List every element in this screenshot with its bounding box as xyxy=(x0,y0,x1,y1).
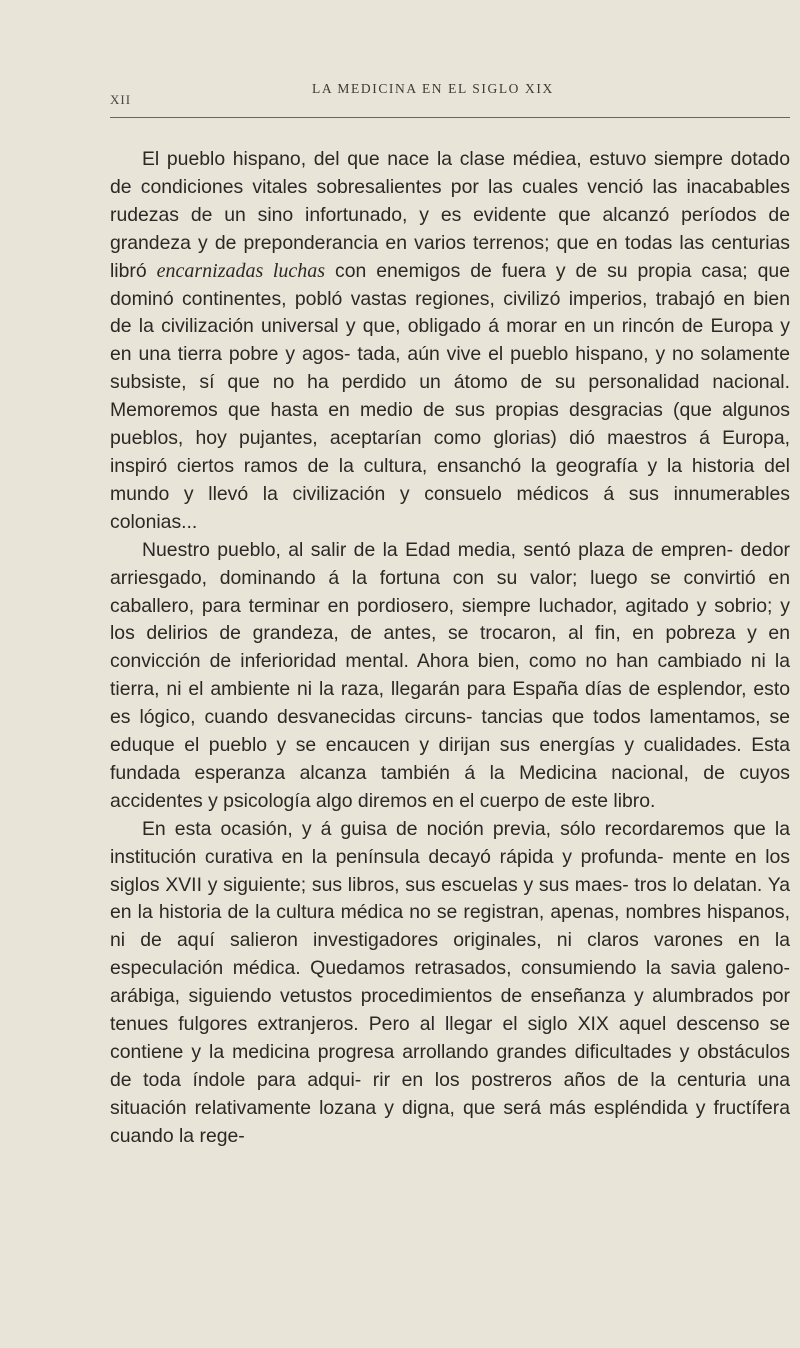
paragraph-1-start: El pueblo hispano, del que nace la clase médiea, estuvo siempre dotado de condiciones vitales sobresalientes por las cuales venció las inacabables rudezas de un sino infortunado, y es evidente que alcanzó períodos de grandeza y de preponderancia en varios terrenos; que en todas las centurias libró xyxy=(110,148,790,282)
header-rule xyxy=(110,117,790,118)
running-head: LA MEDICINA EN EL SIGLO XIX xyxy=(312,81,554,96)
paragraph-1 xyxy=(110,146,790,537)
body-text xyxy=(110,146,790,1151)
paragraph-2: Nuestro pueblo, al salir de la Edad media, sentó plaza de empren- dedor arriesgado, dominando á la fortuna con su valor; luego se convirtió en caballero, para terminar en pordiosero, siempre luchador, agitado y sobrio; y los delirios de grandeza, de antes, se trocaron, al fin, en pobreza y en convicción de inferioridad mental. Ahora bien, como no han cambiado ni la tierra, ni el ambiente ni la raza, llegarán para España días de esplendor, esto es lógico, cuando desvanecidas circuns- tancias que todos lamentamos, se eduque el pueblo y se encaucen y dirijan sus energías y cualidades. Esta fundada esperanza alcanza también á la Medicina nacional, de cuyos accidentes y psicología algo diremos en el cuerpo de este libro. xyxy=(110,538,790,812)
paragraph-3: En esta ocasión, y á guisa de noción previa, sólo recordaremos que la institución curativa en la península decayó rápida y profunda- mente en los siglos XVII y siguiente; sus libros, sus escuelas y sus maes- tros lo delatan. Ya en la historia de la cultura médica no se registran, apenas, nombres hispanos, ni de aquí salieron investigadores originales, ni claros varones en la especulación médica. Quedamos retrasados, consumiendo la savia galeno-arábiga, siguiendo vetustos procedimientos de enseñanza y alumbrados por tenues fulgores extranjeros. Pero al llegar el siglo XIX aquel descenso se contiene y la medicina progresa arrollando grandes dificultades y obstáculos de toda índole para adqui- rir en los postreros años de la centuria una situación relativamente lozana y digna, que será más espléndida y fructífera cuando la rege- xyxy=(110,817,790,1147)
italic-phrase: encarnizadas luchas xyxy=(156,259,326,282)
page-number: XII xyxy=(110,92,132,107)
paragraph-1-end: con enemigos de fuera y de su propia casa; que dominó continentes, pobló vastas regiones, civilizó imperios, trabajó en bien de la civilización universal y que, obligado á morar en un rincón de Europa y en una tierra pobre y agos- tada, aún vive el pueblo hispano, y no solamente subsiste, sí que no ha perdido un átomo de su personalidad nacional. Memoremos que hasta en medio de sus propias desgracias (que algunos pueblos, hoy pujantes, aceptarían como glorias) dió maestros á Europa, inspiró ciertos ramos de la cultura, ensanchó la geografía y la historia del mundo y llevó la civilización y consuelo médicos á sus innumerables colonias... xyxy=(110,259,790,533)
